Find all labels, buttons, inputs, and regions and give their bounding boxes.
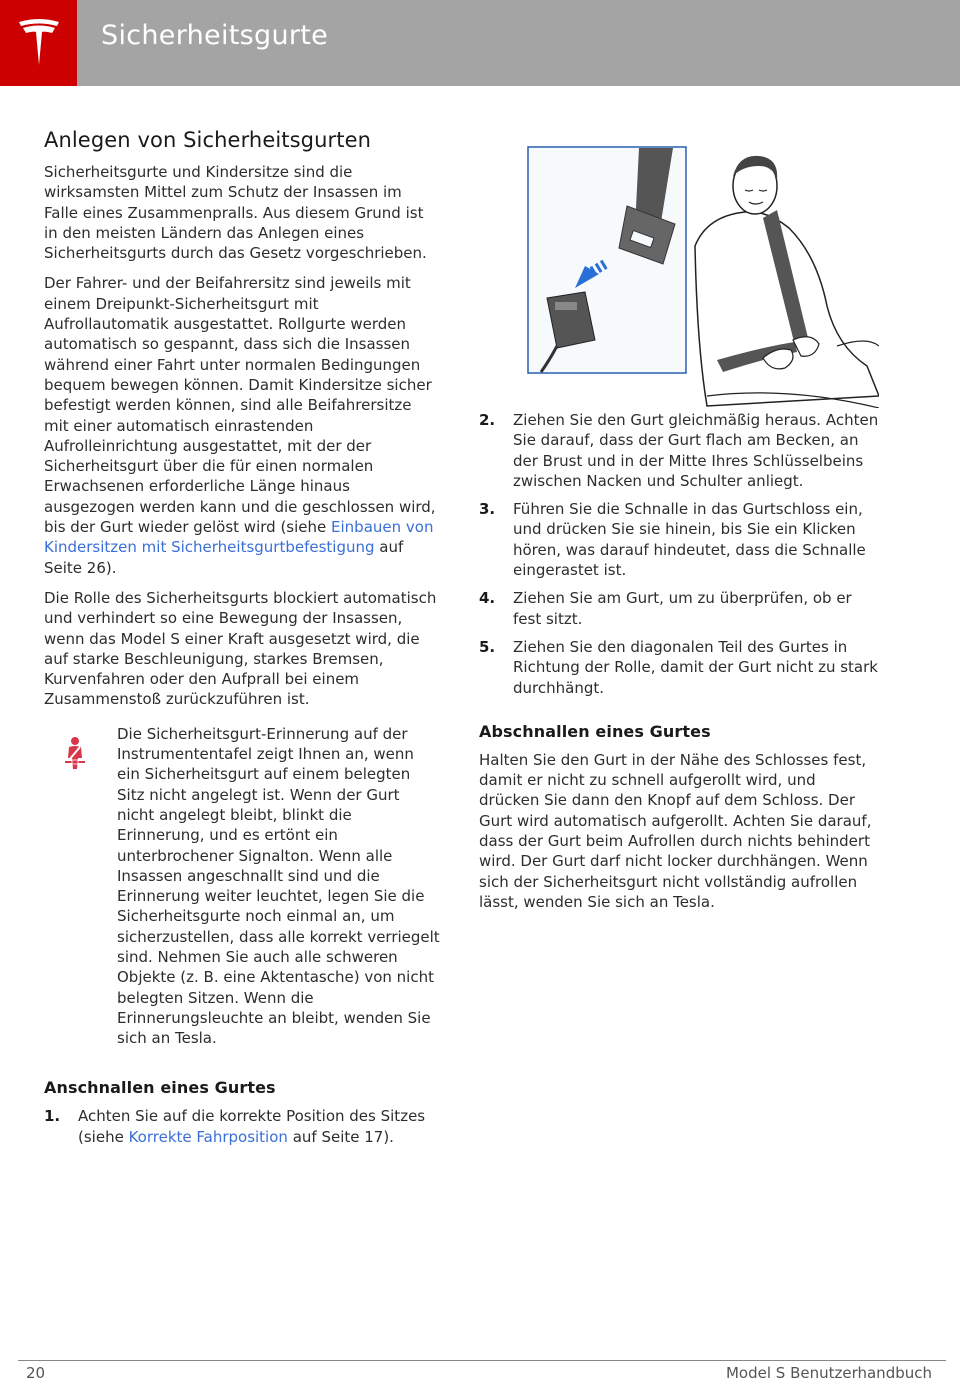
- seatbelt-fastening-illustration: [527, 146, 879, 408]
- retractor-paragraph: [44, 273, 440, 577]
- step-text: Ziehen Sie am Gurt, um zu überprüfen, ob er fest sitzt.: [513, 589, 852, 628]
- step-number: 5.: [479, 637, 496, 656]
- right-column: [479, 410, 879, 922]
- unfasten-heading: Abschnallen eines Gurtes: [479, 721, 711, 741]
- step-text-end: auf Seite 17).: [287, 1127, 394, 1146]
- seatbelt-warning-icon: [60, 736, 90, 770]
- tesla-logo-icon: [16, 18, 62, 68]
- intro-paragraph: Sicherheitsgurte und Kindersitze sind die wirksamsten Mittel zum Schutz der Insassen im Falle eines Zusammenpralls. Aus diesem Grund ist in den meisten Ländern das Anlegen eines Sicherheitsgurts durch das Gesetz vorgeschrieben.: [44, 163, 427, 263]
- step-text: Führen Sie die Schnalle in das Gurtschloss ein, und drücken Sie sie hinein, bis Sie ein Klicken hören, was darauf hindeutet, dass die Schnalle eingerastet ist.: [513, 500, 866, 580]
- page-title: Sicherheitsgurte: [101, 20, 329, 51]
- step-text: Ziehen Sie den diagonalen Teil des Gurtes in Richtung der Rolle, damit der Gurt nicht zu stark durchhängt.: [513, 637, 878, 697]
- fasten-steps-continued: [479, 410, 879, 698]
- section-heading: Anlegen von Sicherheitsgurten: [44, 128, 372, 152]
- step-number: 2.: [479, 411, 496, 429]
- step-2: [479, 410, 879, 491]
- logo-box: [0, 0, 77, 86]
- step-4: [479, 588, 879, 629]
- step-text: Achten Sie auf die korrekte Position des Sitzes (siehe: [78, 1107, 426, 1146]
- driving-position-link[interactable]: Korrekte Fahrposition: [128, 1127, 288, 1146]
- page-header: [0, 0, 960, 86]
- step-text: Ziehen Sie den Gurt gleichmäßig heraus. Achten Sie darauf, dass der Gurt flach am Becken, an der Brust und in der Mitte Ihres Schlüsselbeins zwischen Nacken und Schulter anliegt.: [513, 411, 879, 490]
- step-1: [44, 1106, 440, 1147]
- fasten-steps: [44, 1106, 440, 1147]
- retractor-text-end: auf Seite 26).: [44, 538, 404, 577]
- retractor-text: Der Fahrer- und der Beifahrersitz sind jeweils mit einem Dreipunkt-Sicherheitsgurt mit Aufrollautomatik ausgestattet. Rollgurte werden automatisch so gespannt, dass sich die Insassen während einer Fahrt unter normalen Bedingungen bequem bewegen können. Damit Kindersitze sicher befestigt werden können, sind alle Beifahrersitze mit einer automatisch einrastenden Aufrolleinrichtung ausgestattet, mit der der Sicherheitsgurt über die für einen normalen Erwachsenen erforderliche Länge hinaus ausgezogen werden kann und die geschlossen wird, bis der Gurt wieder gelöst wird (siehe: [44, 274, 436, 537]
- footer-divider: [18, 1360, 946, 1361]
- left-column: [44, 128, 440, 1155]
- fasten-heading: Anschnallen eines Gurtes: [44, 1078, 276, 1098]
- page-number: 20: [26, 1364, 46, 1382]
- reminder-note: [44, 724, 440, 1049]
- unfasten-paragraph: Halten Sie den Gurt in der Nähe des Schlosses fest, damit er nicht zu schnell aufgerollt wird, und drücken Sie dann den Knopf auf dem Schloss. Der Gurt wird automatisch aufgerollt. Achten Sie darauf, dass der Gurt beim Aufrollen durch nichts behindert wird. Der Gurt darf nicht locker durchhängen. Wenn sich der Sicherheitsgurt nicht vollständig aufrollen lässt, wenden Sie sich an Tesla.: [479, 750, 872, 911]
- book-title: Model S Benutzerhandbuch: [725, 1364, 932, 1382]
- step-number: 1.: [44, 1107, 61, 1126]
- step-number: 4.: [479, 589, 496, 608]
- step-number: 3.: [479, 500, 496, 519]
- child-seat-link[interactable]: Einbauen von Kindersitzen mit Sicherheitsgurtbefestigung: [44, 518, 434, 557]
- step-5: [479, 637, 879, 698]
- lock-paragraph: Die Rolle des Sicherheitsgurts blockiert automatisch und verhindert so eine Bewegung der Insassen, wenn das Model S einer Kraft ausgesetzt wird, die auf starke Beschleunigung, starkes Bremsen, Kurvenfahren oder den Aufprall bei einem Zusammenstoß zurückzuführen ist.: [44, 588, 437, 709]
- step-3: [479, 499, 879, 580]
- reminder-note-text: Die Sicherheitsgurt-Erinnerung auf der Instrumententafel zeigt Ihnen an, wenn ein Sicherheitsgurt auf einem belegten Sitz nicht angelegt ist. Wenn der Gurt nicht angelegt bleibt, blinkt die Erinnerung, und es ertönt ein unterbrochener Signalton. Wenn alle Insassen angeschnallt sind und die Erinnerung weiter leuchtet, legen Sie die Sicherheitsgurte noch einmal an, um sicherzustellen, dass alle korrekt verriegelt sind. Nehmen Sie auch alle schweren Objekte (z. B. eine Aktentasche) von nicht belegten Sitzen. Wenn die Erinnerungsleuchte an bleibt, wenden Sie sich an Tesla.: [117, 724, 440, 1048]
